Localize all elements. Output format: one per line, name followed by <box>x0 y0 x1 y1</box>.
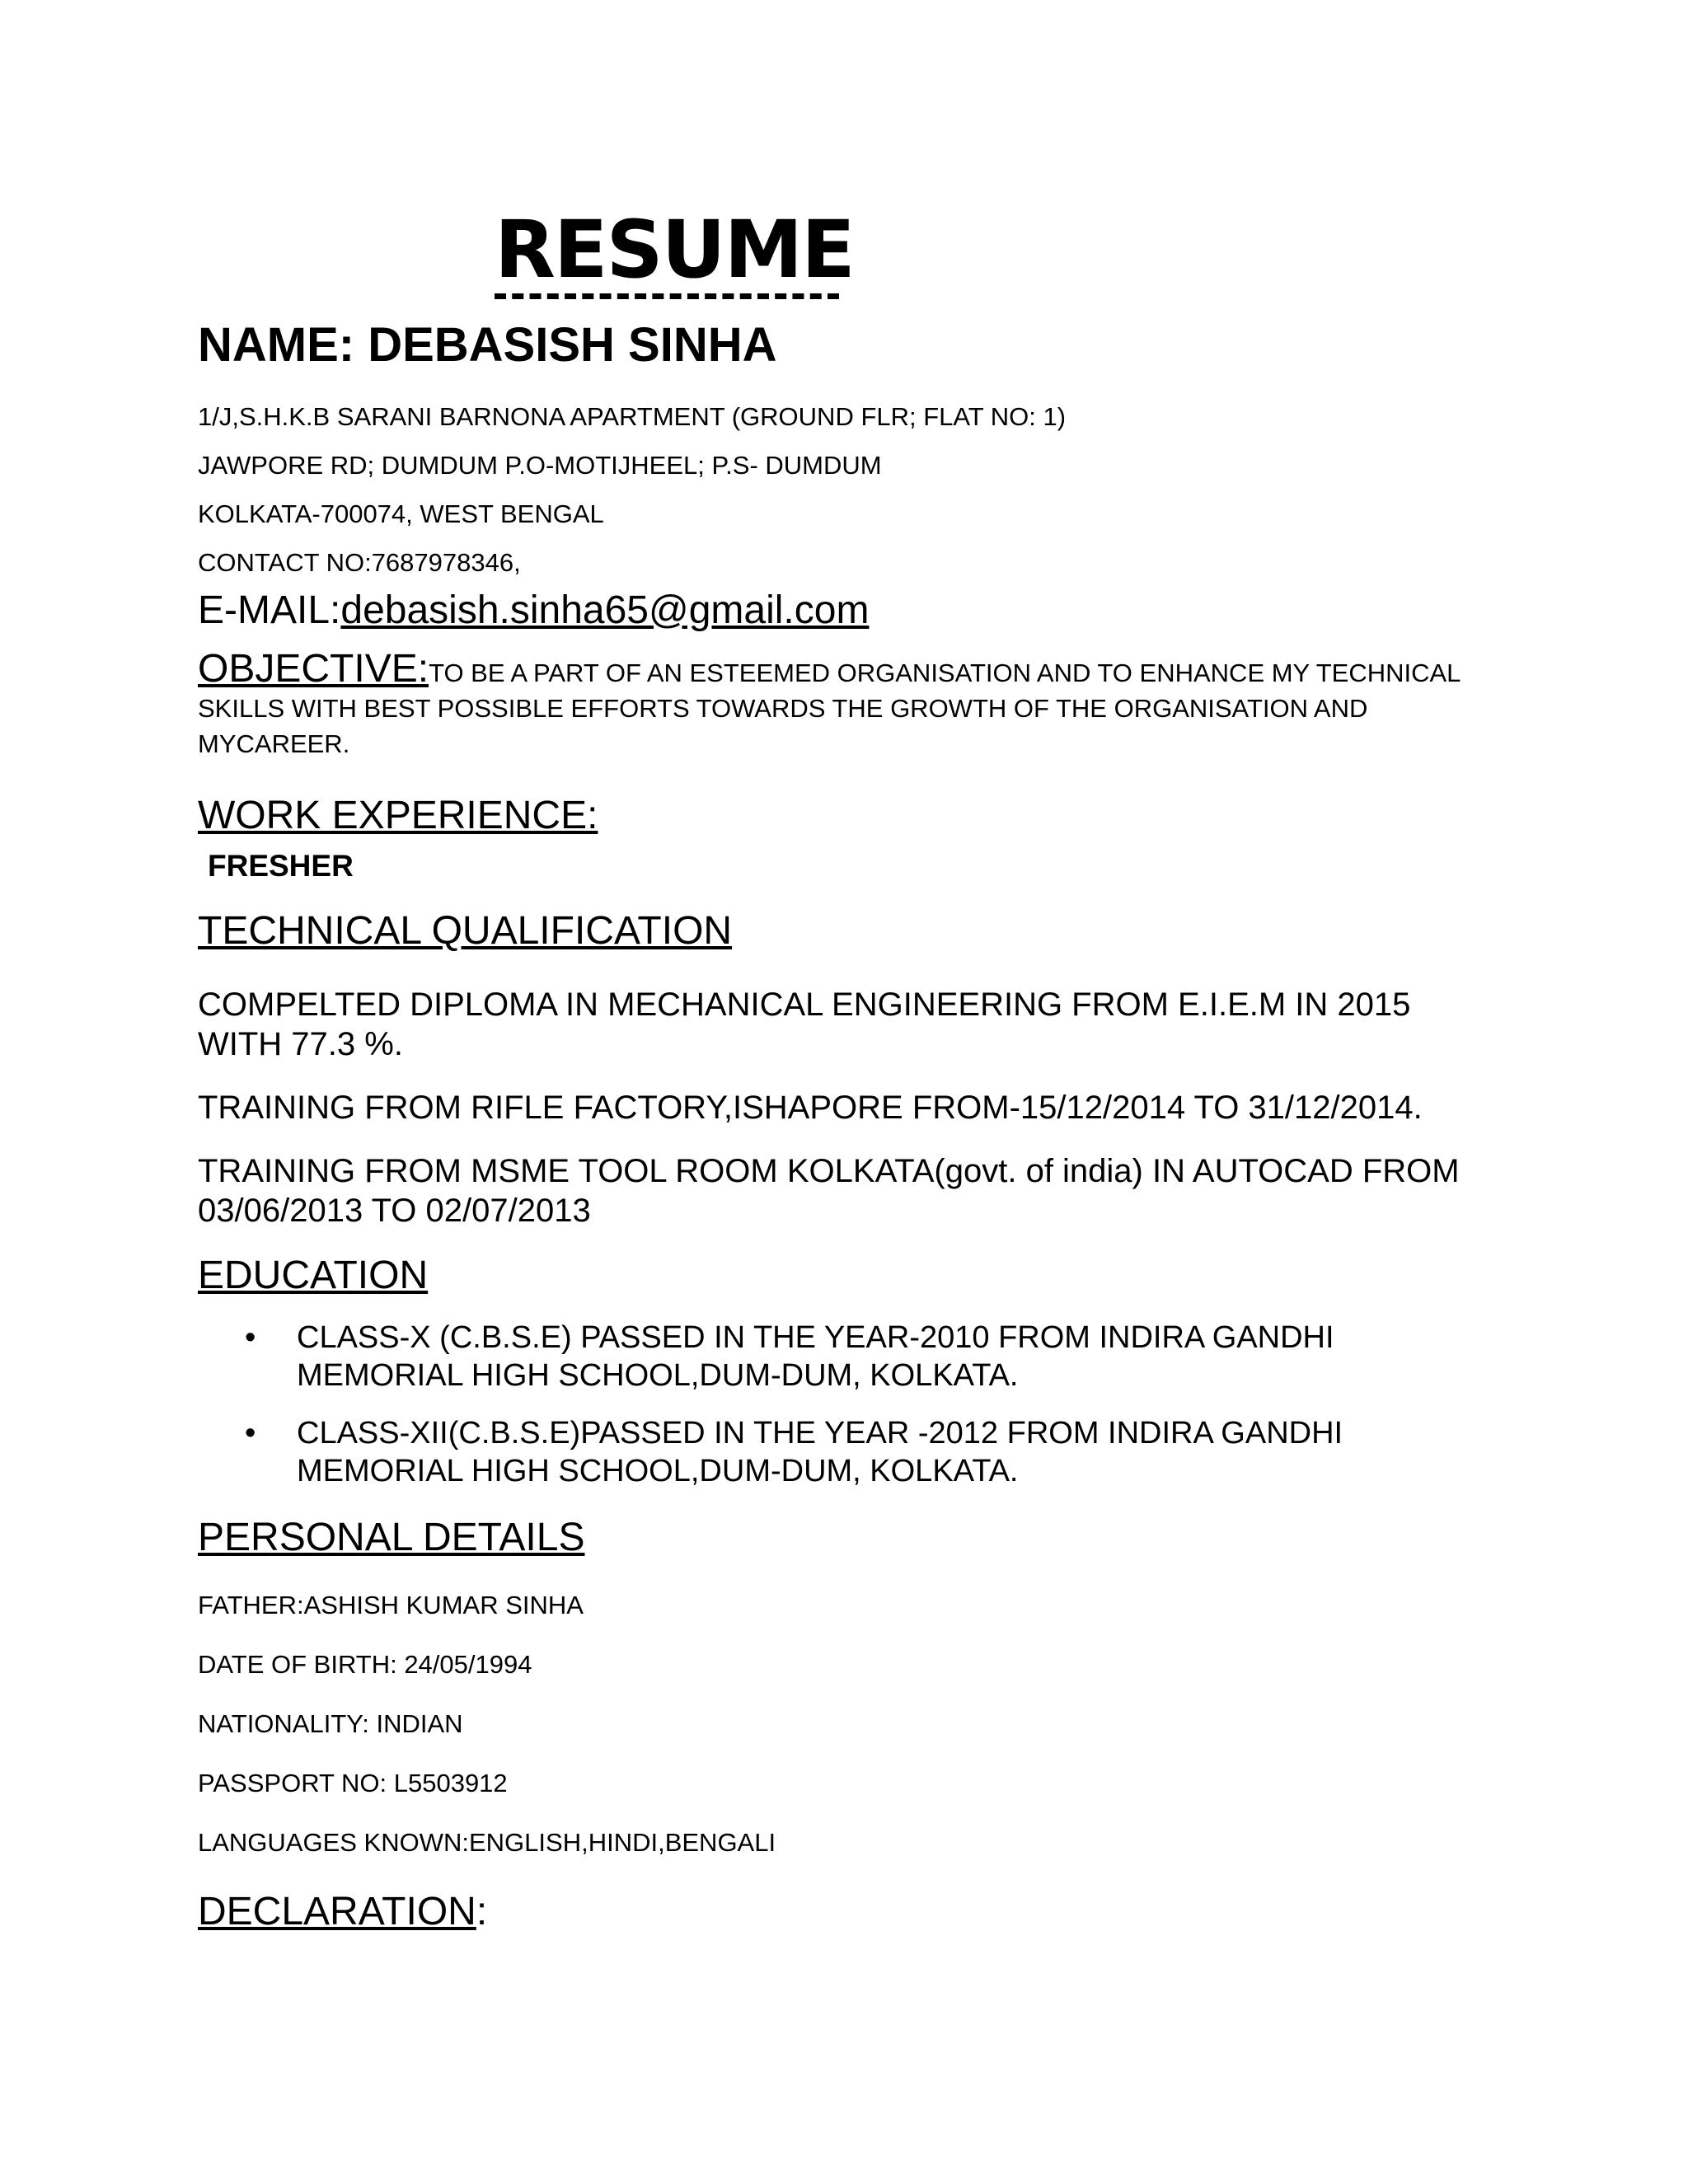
declaration-label: DECLARATION <box>198 1890 476 1933</box>
father-name: FATHER:ASHISH KUMAR SINHA <box>198 1591 584 1619</box>
languages-known: LANGUAGES KNOWN:ENGLISH,HINDI,BENGALI <box>198 1828 776 1857</box>
email-link[interactable]: debasish.sinha65@gmail.com <box>340 588 870 632</box>
declaration-heading <box>198 1889 487 1934</box>
date-of-birth: DATE OF BIRTH: 24/05/1994 <box>198 1650 532 1679</box>
address-line-1: 1/J,S.H.K.B SARANI BARNONA APARTMENT (GROUND FLR; FLAT NO: 1) <box>198 402 1067 431</box>
objective-heading: OBJECTIVE: <box>198 647 429 691</box>
candidate-name: NAME: DEBASISH SINHA <box>198 318 777 372</box>
address-line-2: JAWPORE RD; DUMDUM P.O-MOTIJHEEL; P.S- DUMDUM <box>198 451 882 480</box>
email-line <box>198 588 869 633</box>
objective-block <box>198 647 1484 762</box>
technical-qualification-heading: TECHNICAL QUALIFICATION <box>198 909 733 953</box>
address-line-3: KOLKATA-700074, WEST BENGAL <box>198 499 604 528</box>
nationality: NATIONALITY: INDIAN <box>198 1709 463 1738</box>
technical-item-diploma: COMPELTED DIPLOMA IN MECHANICAL ENGINEERING FROM E.I.E.M IN 2015 WITH 77.3 %. <box>198 987 1411 1062</box>
passport-number: PASSPORT NO: L5503912 <box>198 1769 508 1797</box>
personal-details-heading: PERSONAL DETAILS <box>198 1516 585 1559</box>
email-label: E-MAIL: <box>198 588 341 632</box>
objective-text: TO BE A PART OF AN ESTEEMED ORGANISATION AND TO ENHANCE MY TECHNICAL SKILLS WITH BEST POSSIBLE EFFORTS TOWARDS THE GROWTH OF THE ORGANISATION AND MYCAREER. <box>198 658 1461 758</box>
technical-item-msme-training: TRAINING FROM MSME TOOL ROOM KOLKATA(govt. of india) IN AUTOCAD FROM 03/06/2013 TO 02/07/2013 <box>198 1153 1460 1229</box>
education-heading: EDUCATION <box>198 1254 429 1297</box>
work-experience-value: FRESHER <box>208 849 354 883</box>
bullet: • <box>245 1320 256 1355</box>
education-class-x: CLASS-X (C.B.S.E) PASSED IN THE YEAR-2010 FROM INDIRA GANDHI MEMORIAL HIGH SCHOOL,DUM-DUM, KOLKATA. <box>297 1320 1334 1393</box>
list-item <box>198 1414 1484 1490</box>
declaration-colon: : <box>476 1890 488 1933</box>
work-experience-heading: WORK EXPERIENCE: <box>198 794 598 837</box>
list-item <box>198 1319 1484 1394</box>
education-list <box>198 1319 1484 1510</box>
title-underline <box>495 293 839 299</box>
contact-number: CONTACT NO:7687978346, <box>198 548 521 577</box>
technical-item-rifle-training: TRAINING FROM RIFLE FACTORY,ISHAPORE FROM-15/12/2014 TO 31/12/2014. <box>198 1090 1423 1126</box>
education-class-xii: CLASS-XII(C.B.S.E)PASSED IN THE YEAR -2012 FROM INDIRA GANDHI MEMORIAL HIGH SCHOOL,DUM-DUM, KOLKATA. <box>297 1416 1343 1488</box>
resume-title: RESUME <box>495 204 854 296</box>
bullet: • <box>245 1416 256 1451</box>
